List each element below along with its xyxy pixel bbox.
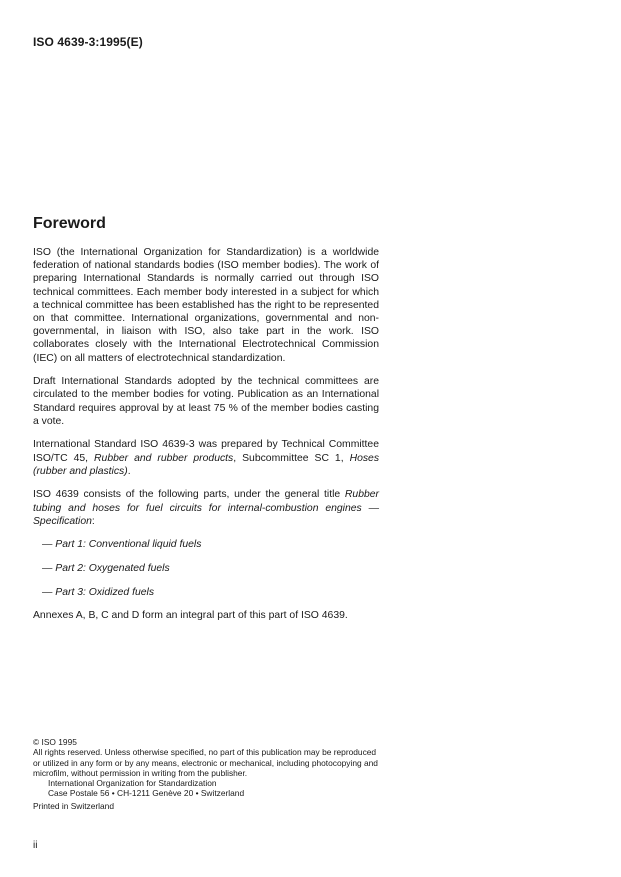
foreword-title: Foreword bbox=[33, 215, 106, 232]
page-number: ii bbox=[33, 840, 38, 851]
list-item-part-1: — Part 1: Conventional liquid fuels bbox=[42, 539, 202, 551]
subcommittee-text: , Subcommittee SC 1, bbox=[233, 452, 350, 464]
parts-list bbox=[33, 538, 379, 598]
organization-name: International Organization for Standardization bbox=[48, 778, 217, 789]
rights-statement: All rights reserved. Unless otherwise specified, no part of this publication may be reproduced or utilized in any form or by any means, electronic or mechanical, including photocopying and microfilm, without permission in writing from the publisher. bbox=[33, 747, 378, 778]
general-title: Rubber tubing and hoses for fuel circuits for internal-combustion engines — Specification bbox=[33, 489, 379, 527]
document-id-header: ISO 4639-3:1995(E) bbox=[33, 35, 143, 49]
copyright-block bbox=[33, 737, 379, 811]
foreword-body bbox=[33, 246, 379, 633]
tc-title: Rubber and rubber products bbox=[94, 452, 234, 464]
foreword-paragraph-prepared-by bbox=[33, 438, 379, 478]
parts-intro-end: : bbox=[91, 515, 95, 527]
printed-in: Printed in Switzerland bbox=[33, 800, 114, 811]
list-item-part-2: — Part 2: Oxygenated fuels bbox=[42, 563, 170, 575]
foreword-paragraph-parts bbox=[33, 488, 379, 528]
foreword-paragraph-iso: ISO (the International Organization for Standardization) is a worldwide federation of national standards bodies (ISO member bodies). The work of preparing International Standards is normally carried out through ISO technical committees. Each member body interested in a subject for which a technical committee has been established has the right to be represented on that committee. International organizations, governmental and non-governmental, in liaison with ISO, also take part in the work. ISO collaborates closely with the International Electrotechnical Commission (IEC) on all matters of electrotechnical standardization. bbox=[33, 247, 379, 364]
foreword-paragraph-draft: Draft International Standards adopted by the technical committees are circulated to the member bodies for voting. Publication as an International Standard requires approval by at least 75 % of the member bodies casting a vote. bbox=[33, 376, 379, 427]
list-item-part-3: — Part 3: Oxidized fuels bbox=[42, 586, 155, 598]
parts-intro-text: ISO 4639 consists of the following parts, under the general title bbox=[33, 489, 345, 501]
foreword-paragraph-annexes: Annexes A, B, C and D form an integral part of this part of ISO 4639. bbox=[33, 610, 348, 622]
prepared-by-end: . bbox=[127, 465, 131, 477]
sc-title: Hoses (rubber and plastics) bbox=[33, 452, 380, 477]
copyright-notice: © ISO 1995 bbox=[33, 737, 77, 747]
prepared-by-text: International Standard ISO 4639-3 was prepared by Technical Committee ISO/TC 45, bbox=[33, 439, 379, 464]
organization-address: Case Postale 56 • CH-1211 Genève 20 • Switzerland bbox=[48, 788, 245, 799]
